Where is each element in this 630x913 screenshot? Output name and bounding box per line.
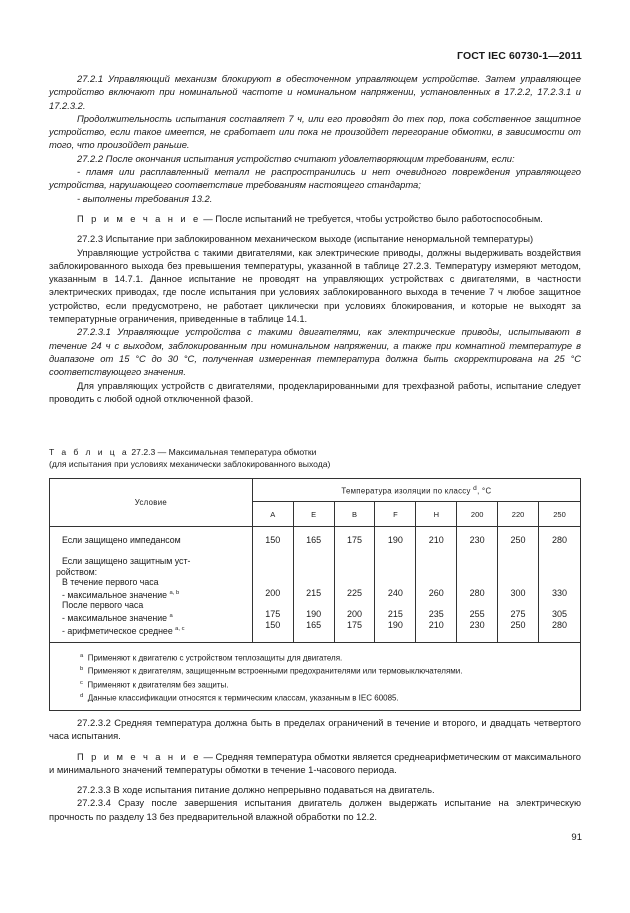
value-cell: 190 bbox=[306, 609, 322, 620]
value-cell: 200 bbox=[265, 587, 281, 598]
standard-header: ГОСТ IEC 60730-1—2011 bbox=[457, 50, 582, 62]
footnote-b: $^b$ Применяют к двигателям, защищенным встроенными предохранителями или термовыключателями. bbox=[80, 666, 463, 677]
paragraph-27-2-3: 27.2.3 Испытание при заблокированном механическом выходе (испытание ненормальной температуры) bbox=[77, 233, 534, 245]
condition-protective-line2: ройством: bbox=[56, 566, 98, 577]
value-cell: 300 bbox=[510, 587, 526, 598]
body-text-bottom bbox=[49, 716, 581, 823]
condition-mean-after: - арифметическое среднее $^{a, c}$ bbox=[62, 625, 185, 636]
page-number: 91 bbox=[571, 832, 582, 843]
temperature-class-header: Температура изоляции по классу $^d$, °С bbox=[252, 479, 580, 502]
value-cell: 280 bbox=[469, 587, 485, 598]
value-cell: 230 bbox=[469, 619, 485, 630]
condition-max-first-hour: - максимальное значение $^{a, b}$ bbox=[62, 589, 180, 600]
value-cell: 175 bbox=[346, 619, 362, 630]
value-cell: 210 bbox=[428, 535, 444, 545]
paragraph-27-2-3-3: 27.2.3.3 В ходе испытания питание должно непрерывно подаваться на двигатель. bbox=[77, 784, 435, 796]
value-cell: 190 bbox=[387, 535, 403, 545]
condition-impedance: Если защищено импедансом bbox=[62, 535, 181, 545]
value-cell: 280 bbox=[551, 535, 568, 545]
class-header-250: 250 bbox=[539, 502, 581, 527]
value-cell: 305 bbox=[551, 609, 568, 620]
value-cell: 150 bbox=[265, 535, 281, 545]
value-column bbox=[498, 527, 539, 643]
value-cell: 260 bbox=[428, 587, 444, 598]
value-cell: 280 bbox=[551, 619, 568, 630]
paragraph-27-2-3-4: 27.2.3.4 Сразу после завершения испытания двигатель должен выдержать испытание на электрическую прочность по разделу 13 без предварительной влажной обработки по 12.2. bbox=[49, 797, 581, 822]
body-text-top bbox=[49, 72, 581, 405]
paragraph-three-phase: Для управляющих устройств с двигателями, продекларированными для трехфазной работы, испытание следует проводить с любой одной отключенной фазой. bbox=[49, 379, 581, 404]
table-footnotes bbox=[50, 643, 581, 711]
value-cell: 190 bbox=[387, 619, 403, 630]
value-cell: 230 bbox=[469, 535, 485, 545]
value-cell: 275 bbox=[510, 609, 526, 620]
class-header-b: B bbox=[334, 502, 375, 527]
value-cell: 255 bbox=[469, 609, 485, 620]
value-column bbox=[293, 527, 334, 643]
value-cell: 210 bbox=[428, 619, 444, 630]
condition-max-after: - максимальное значение $^a$ bbox=[62, 613, 173, 623]
note-text: — Средняя температура обмотки является среднеарифметическим от максимального и минимального значений температуры обмотки в течение 1-часового периода. bbox=[49, 750, 582, 775]
value-cell: 250 bbox=[510, 535, 526, 545]
table-caption-sub: (для испытания при условиях механически заблокированного выхода) bbox=[49, 459, 331, 469]
winding-temperature-table bbox=[49, 478, 581, 711]
value-cell: 250 bbox=[510, 619, 526, 630]
class-header-220: 220 bbox=[498, 502, 539, 527]
value-cell: 200 bbox=[346, 609, 362, 620]
paragraph-27-2-3-2: 27.2.3.2 Средняя температура должна быть в пределах ограничений в течение и второго, и двадцать четвертого часа испытания. bbox=[49, 717, 581, 742]
value-cell: 215 bbox=[306, 587, 322, 598]
table-caption bbox=[49, 446, 581, 470]
note-label: П р и м е ч а н и е bbox=[77, 212, 201, 224]
class-header-f: F bbox=[375, 502, 416, 527]
footnote-a: $^a$ Применяют к двигателю с устройством теплозащиты для двигателя. bbox=[80, 653, 343, 663]
value-cell: 165 bbox=[306, 619, 322, 630]
value-column bbox=[375, 527, 416, 643]
table-caption-text: 27.2.3 — Максимальная температура обмотки bbox=[129, 447, 317, 457]
paragraph-27-2-1: 27.2.1 Управляющий механизм блокируют в обесточенном управляющем устройстве. Затем управляющее устройство включают при номинальной частоте и номинальном напряжении, установленных в 17.2.2, 17.2.3.1 и 17.2.3.2. bbox=[49, 73, 581, 111]
paragraph-requirement-flame: - пламя или расплавленный металл не распространились и нет очевидного повреждения управляющего устройства, нарушающего соответствие требованиям настоящего стандарта; bbox=[49, 166, 581, 191]
paragraph-requirement-13-2: - выполнены требования 13.2. bbox=[77, 192, 213, 204]
value-cell: 225 bbox=[346, 587, 362, 598]
class-header-200: 200 bbox=[457, 502, 498, 527]
value-cell: 240 bbox=[387, 587, 403, 598]
paragraph-27-2-3-1: 27.2.3.1 Управляющие устройства с такими двигателями, как электрические приводы, испытывают в течение 24 ч с выходом, заблокированным при номинальном напряжении, а также при комнатной температуре в диапазоне от 15 °С до 30 °С, полученная измеренная температура должна быть скорректирована на 25 °С соответствующего значения. bbox=[49, 326, 581, 378]
value-cell: 235 bbox=[428, 609, 444, 620]
condition-protective-line1: Если защищено защитным уст- bbox=[62, 556, 191, 567]
note-after-tests bbox=[49, 212, 581, 225]
value-cell: 175 bbox=[346, 535, 362, 545]
paragraph-27-2-2: 27.2.2 После окончания испытания устройство считают удовлетворяющим требованиям, если: bbox=[77, 152, 515, 164]
value-cell: 165 bbox=[306, 535, 322, 545]
note-text: — После испытаний не требуется, чтобы устройство было работоспособным. bbox=[200, 212, 543, 224]
value-column bbox=[252, 527, 293, 643]
class-header-h: H bbox=[416, 502, 457, 527]
value-column bbox=[457, 527, 498, 643]
value-cell: 330 bbox=[551, 587, 568, 598]
footnote-d: $^d$ Данные классификации относятся к термическим классам, указанным в IEC 60085. bbox=[80, 692, 399, 703]
note-label: П р и м е ч а н и е bbox=[77, 750, 201, 762]
value-column bbox=[539, 527, 581, 643]
paragraph-test-duration: Продолжительность испытания составляет 7 ч, или его проводят до тех пор, пока собственное защитное устройство, если такое имеется, не сработает или пока не произойдет перегорание обмотки, в зависимости от того, что произойдет раньше. bbox=[49, 112, 581, 151]
paragraph-blocked-output: Управляющие устройства с такими двигателями, как электрические приводы, должны выдерживать воздействия заблокированного выхода без превышения температуры, указанной в таблице 27.2.3. Температуру измеряют методом, указанным в 14.7.1. Данное испытание не проводят на управляющих устройствах с двигателями, в частности электрических приводах, где после испытания при условиях заблокированного выхода в течение 7 ч любое защитное устройство, если предусмотрено, не работает циклически при условиях блокирования, и которые не выходят за температурные ограничения, приведенные в таблице 14.1. bbox=[49, 246, 581, 325]
class-header-e: E bbox=[293, 502, 334, 527]
class-header-a: A bbox=[252, 502, 293, 527]
note-average-temperature bbox=[49, 750, 581, 777]
condition-first-hour: В течение первого часа bbox=[62, 577, 159, 588]
value-column bbox=[334, 527, 375, 643]
conditions-cell bbox=[50, 527, 253, 643]
footnote-c: $^c$ Применяют к двигателям без защиты. bbox=[80, 679, 229, 690]
value-cell: 175 bbox=[265, 609, 281, 620]
table-caption-label: Т а б л и ц а bbox=[49, 447, 129, 457]
condition-after-first-hour: После первого часа bbox=[62, 600, 144, 611]
value-column bbox=[416, 527, 457, 643]
value-cell: 150 bbox=[265, 619, 281, 630]
value-cell: 215 bbox=[387, 609, 403, 620]
condition-header: Условие bbox=[50, 479, 253, 527]
